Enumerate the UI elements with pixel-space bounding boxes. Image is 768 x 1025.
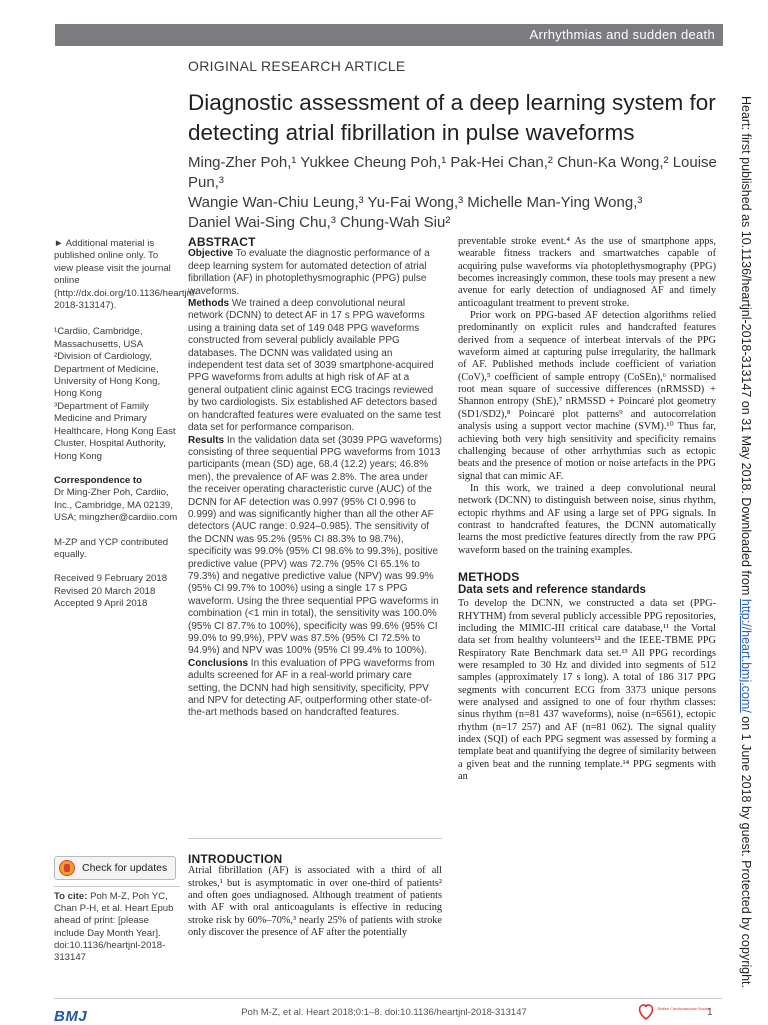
citation-body: Poh M-Z, Poh YC, Chan P-H, et al. Heart Epub ahead of print: [please include Day Month Year]. doi:10.1136/heartjnl-2018-313147 (54, 891, 174, 964)
introduction-text: Atrial fibrillation (AF) is associated with a third of all strokes,¹ but is asymptomatic in over one-third of patients² and often goes undiagnosed. Although treatment of patients with AF with oral anticoagulants is effective in reducing stroke risk by 60%–70%,³ nearly 25% of patients with stroke only discover the presence of AF after the potentially (188, 865, 442, 939)
conclusions-text: In this evaluation of PPG waveforms from adults screened for AF in a real-world primary care setting, the DCNN had high sensitivity, specificity, PPV and NPV for detecting AF, outperforming other state-of-the-art methods based on handcrafted features. (188, 657, 435, 719)
affiliation-2: ²Division of Cardiology, Department of Medicine, University of Hong Kong, Hong Kong (54, 351, 161, 400)
title-line: detecting atrial fibrillation in pulse waveforms (188, 120, 635, 145)
objective-label: Objective (188, 248, 234, 260)
society-logo (636, 1001, 712, 1021)
conclusions-label: Conclusions (188, 657, 249, 669)
accepted-date: Accepted 9 April 2018 (54, 598, 148, 610)
author-list (188, 153, 718, 233)
methods-text: We trained a deep convolutional neural network (DCNN) to detect AF in 17 s PPG waveforms using a training data set of 149 048 PPG waveforms constructed from several publicly available PPG databases. The DCNN was validated using an independent test data set of 3039 smartphone-acquired PPG waveforms from adults at high risk of AF at a general outpatient clinic against ECG tracings reviewed by two cardiologists. Six established AF detectors based on handcrafted features were evaluated on the same test data set for performance comparison. (188, 298, 441, 434)
author-line: Daniel Wai-Sing Chu,³ Chung-Wah Siu² (188, 214, 451, 231)
journal-link[interactable]: http://heart.bmj.com/ (739, 598, 753, 713)
check-updates-label: Check for updates (82, 862, 168, 874)
methods-subheading: Data sets and reference standards (458, 584, 646, 597)
section-banner: Arrhythmias and sudden death (55, 24, 723, 46)
article-title (188, 88, 718, 148)
citation-text (54, 891, 180, 964)
sidebar-notes (54, 238, 198, 611)
body-paragraph: In this work, we trained a deep convolutional neural network (DCNN) to distinguish between noise, sinus rhythm, ectopic rhythms and AF using a large set of PPG signals. In contrast to handcrafted features, the DCNN automatically learns the most predictive features directly from the raw PPG waveform based on the training examples. (458, 482, 716, 556)
body-paragraph: To develop the DCNN, we constructed a data set (PPG-RHYTHM) from several publicly accessible PPG repositories, including the MIMIC-III critical care database,¹¹ the Vortal data set from healthy volunteers¹² and the IEEE-TBME PPG Respiratory Rate Benchmark data set.¹³ All PPG recordings were resampled to 30 Hz and divided into segments of 512 samples (approximately 17 s long). A total of 186 317 PPG segments with concurrent ECG from 3373 unique persons were analysed and assigned to one of four rhythm classes: sinus rhythm (n=81 437 waveforms), noise (n=6561), ectopic rhythm (n=17 257) and AF (n=81 062). The signal quality index (SQI) of each PPG segment was assessed by forming a template beat and quantifying the degree of similarity between a given beat and the running template.¹⁴ PPG segments with an (458, 598, 716, 783)
author-line: Wangie Wan-Chiu Leung,³ Yu-Fai Wong,³ Michelle Man-Ying Wong,³ (188, 194, 643, 211)
correspondence-body: Dr Ming-Zher Poh, Cardiio, Inc., Cambridge, MA 02139, USA; mingzher@cardiio.com (54, 487, 178, 524)
footer-citation: Poh M-Z, et al. Heart 2018;0:1–8. doi:10.1136/heartjnl-2018-313147 (241, 1007, 527, 1018)
revised-date: Revised 20 March 2018 (54, 585, 156, 597)
vertical-note-text (736, 96, 756, 988)
abstract-objective (188, 248, 442, 298)
abstract (188, 236, 442, 720)
abstract-divider (188, 838, 442, 839)
received-date: Received 9 February 2018 (54, 573, 168, 585)
correspondence-heading (54, 475, 178, 487)
citation-box (54, 891, 180, 964)
citation-label: To cite: (54, 891, 88, 902)
affiliation-3: ³Department of Family Medicine and Primary Healthcare, Hong Kong East Cluster, Hospital Authority, Hong Kong (54, 400, 176, 462)
results-text: In the validation data set (3039 PPG waveforms) consisting of three sequential PPG waveforms from 1013 participants (mean (SD) age, 68.4 (12.2) years; 46.8% men), the prevalence of AF was 2.8%. The area under the receiver operating characteristic curve (AUC) of the DCNN for AF detection was 0.997 (95% CI 0.996 to 0.999) and was significantly higher than all the other AF detectors (AUC range: 0.924–0.985). The sensitivity of the DCNN was 95.2% (95% CI 88.3% to 98.7%), specificity was 99.0% (95% CI 98.6% to 99.3%), positive predictive value (PPV) was 72.7% (95% CI 65.1% to 79.3%) and negative predictive value (NPV) was 99.9% (95% CI 99.7% to 100%) using a single 17 s PPG waveform. Using the three sequential PPG waveforms in combination (<1 min in total), the sensitivity was 100.0% (95% CI 87.7% to 100%), specificity was 99.6% (95% CI 99.0% to 99.9%), PPV was 87.5% (95% CI 72.5% to 94.9%) and NPV was 100% (95% CI 99.4% to 100%). (188, 434, 443, 657)
title-line: Diagnostic assessment of a deep learning system for (188, 90, 716, 115)
vertical-note-suffix: on 1 June 2018 by guest. Protected by copyright. (739, 712, 753, 988)
check-updates-icon (59, 860, 75, 876)
vertical-note-prefix: Heart: first published as 10.1136/heartjnl-2018-313147 on 31 May 2018. Downloaded from (739, 96, 753, 599)
introduction-heading: INTRODUCTION (188, 852, 283, 866)
page-number: 1 (707, 1007, 713, 1018)
abstract-conclusions (188, 658, 442, 720)
objective-text: To evaluate the diagnostic performance of a deep learning system for automated detection of atrial fibrillation (AF) in photoplethysmographic (PPG) pulse waveforms. (188, 248, 430, 297)
footer-divider (54, 998, 722, 999)
results-label: Results (188, 434, 225, 446)
equal-contribution-note: M-ZP and YCP contributed equally. (54, 536, 169, 560)
vertical-download-note (736, 96, 756, 988)
bmj-logo: BMJ (54, 1008, 88, 1025)
right-column (458, 236, 716, 783)
affiliation-1: ¹Cardiio, Cambridge, Massachusetts, USA (54, 326, 144, 350)
abstract-methods (188, 298, 442, 434)
author-line: Ming-Zher Poh,¹ Yukkee Cheung Poh,¹ Pak-Hei Chan,² Chun-Ka Wong,² Louise Pun,³ (188, 154, 717, 191)
check-updates-button[interactable] (54, 856, 176, 880)
society-logo-text: British Cardiovascular Society (658, 1006, 712, 1011)
heart-logo-icon (640, 1005, 653, 1019)
abstract-heading: ABSTRACT (188, 235, 256, 249)
body-paragraph: Prior work on PPG-based AF detection algorithms relied predominantly on explicit rules and handcrafted features derived from a sequence of interbeat intervals of the PPG waveform aimed at capturing pulse irregularity, the hallmark of AF. Published methods include coefficient of variation (CoV),⁵ coefficient of sample entropy (CoSEn),⁶ normalised root mean square of successive differences (nRMSSD) + Shannon entropy (ShE),⁷ nRMSSD + Poincaré plot geometry (SD1/SD2),⁸ Poincaré plot patterns⁹ and autocorrelation analysis using a support vector machine (SVM).¹⁰ Thus far, achieving both very high sensitivity and specificity remains challenging because of other arrhythmias such as ectopic beats and the presence of motion or noise artefacts in the PPG signal that can mimic AF. (458, 310, 716, 482)
methods-label: Methods (188, 298, 230, 310)
cite-divider (54, 886, 180, 887)
additional-material-note: ► Additional material is published online only. To view please visit the journal online (http://dx.doi.org/10.1136/heartjnl-2018-313147). (54, 238, 198, 312)
methods-heading: METHODS (458, 569, 520, 584)
article-type: ORIGINAL RESEARCH ARTICLE (188, 58, 406, 74)
body-paragraph: preventable stroke event.⁴ As the use of smartphone apps, wearable fitness trackers and smartwatches capable of acquiring pulse waveforms via photoplethysmography (PPG) becomes increasingly common, these tools may present a new avenue for early detection of undiagnosed AF and timely anticoagulant treatment to prevent stroke. (458, 236, 716, 309)
abstract-results (188, 435, 442, 658)
correspondence-heading-text: Correspondence to (54, 474, 142, 486)
introduction (188, 853, 442, 939)
